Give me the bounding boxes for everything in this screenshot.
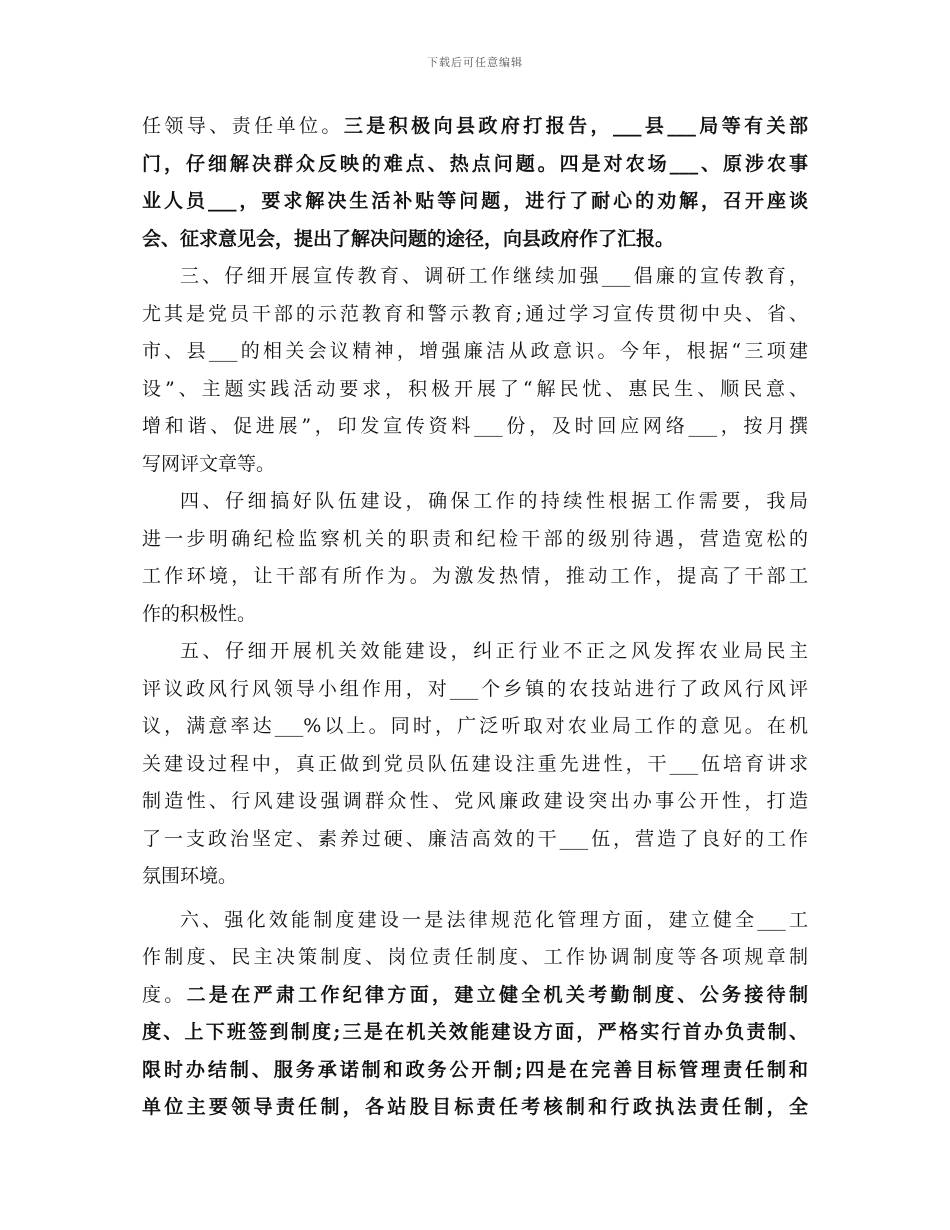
text-line: 五、仔细开展机关效能建设，纠正行业不正之风发挥农业局民主 — [180, 640, 808, 662]
paragraph-4 — [142, 633, 808, 896]
paragraph-5 — [142, 902, 808, 1127]
paragraph-1 — [142, 108, 808, 258]
text-line: 工作环境，让干部有所作为。为激发热情，推动工作，提高了干部工 — [142, 565, 808, 587]
text-line: 设”、主题实践活动要求，积极开展了“解民忧、惠民生、顺民意、 — [142, 377, 808, 400]
text-line: 作制度、民主决策制度、岗位责任制度、工作协调制度等各项规章制 — [142, 946, 808, 968]
paragraph-2 — [142, 258, 808, 483]
text-line: 作的积极性。 — [142, 602, 257, 625]
text-line: 了一支政治坚定、素养过硬、廉洁高效的干___伍，营造了良好的工作 — [142, 827, 808, 850]
text-line: 增和谐、促进展”，印发宣传资料___份，及时回应网络___，按月撰 — [142, 415, 808, 437]
text-line: 制造性、行风建设强调群众性、党风廉政建设突出办事公开性，打造 — [142, 790, 808, 812]
text-line: 尤其是党员干部的示范教育和警示教育;通过学习宣传贯彻中央、省、 — [142, 302, 808, 325]
text-line: 会、征求意见会，提出了解决问题的途径，向县政府作了汇报。 — [142, 227, 675, 250]
text-line: 限时办结制、服务承诺制和政务公开制;四是在完善目标管理责任制和 — [142, 1058, 808, 1081]
paragraph-3 — [142, 483, 808, 633]
text-line: 议，满意率达___%以上。同时，广泛听取对农业局工作的意见。在机 — [142, 715, 808, 737]
text-line: 六、强化效能制度建设一是法律规范化管理方面，建立健全___工 — [180, 908, 808, 931]
text-line — [142, 108, 808, 146]
text-line: 三、仔细开展宣传教育、调研工作继续加强___倡廉的宣传教育， — [180, 265, 808, 287]
text-line: 四、仔细搞好队伍建设，确保工作的持续性根据工作需要，我局 — [180, 490, 808, 512]
page-header: 下载后可任意编辑 — [427, 56, 523, 69]
bold-text-run: 三是积极向县政府打报告，___县___局等有关部 — [343, 115, 808, 137]
document-body — [142, 108, 808, 1127]
text-line: 业人员___，要求解决生活补贴等问题，进行了耐心的劝解，召开座谈 — [142, 190, 808, 212]
text-line: 单位主要领导责任制，各站股目标责任考核制和行政执法责任制，全 — [142, 1096, 808, 1118]
text-line: 度、上下班签到制度;三是在机关效能建设方面，严格实行首办负责制、 — [142, 1021, 808, 1043]
text-line: 写网评文章等。 — [142, 452, 276, 475]
text-line — [142, 977, 808, 1015]
text-line: 门，仔细解决群众反映的难点、热点问题。四是对农场___、原涉农事 — [142, 152, 808, 175]
text-line: 关建设过程中，真正做到党员队伍建设注重先进性，干___伍培育讲求 — [142, 752, 808, 775]
text-line: 进一步明确纪检监察机关的职责和纪检干部的级别待遇，营造宽松的 — [142, 527, 808, 550]
text-run: 度。 — [142, 983, 187, 1006]
text-line: 市、县___的相关会议精神，增强廉洁从政意识。今年，根据“三项建 — [142, 340, 808, 362]
bold-text-run: 二是在严肃工作纪律方面，建立健全机关考勤制度、公务接待制 — [186, 983, 808, 1006]
text-line: 评议政风行风领导小组作用，对___个乡镇的农技站进行了政风行风评 — [142, 677, 808, 700]
text-run: 任领导、责任单位。 — [142, 115, 344, 137]
text-line: 氛围环境。 — [142, 865, 238, 887]
